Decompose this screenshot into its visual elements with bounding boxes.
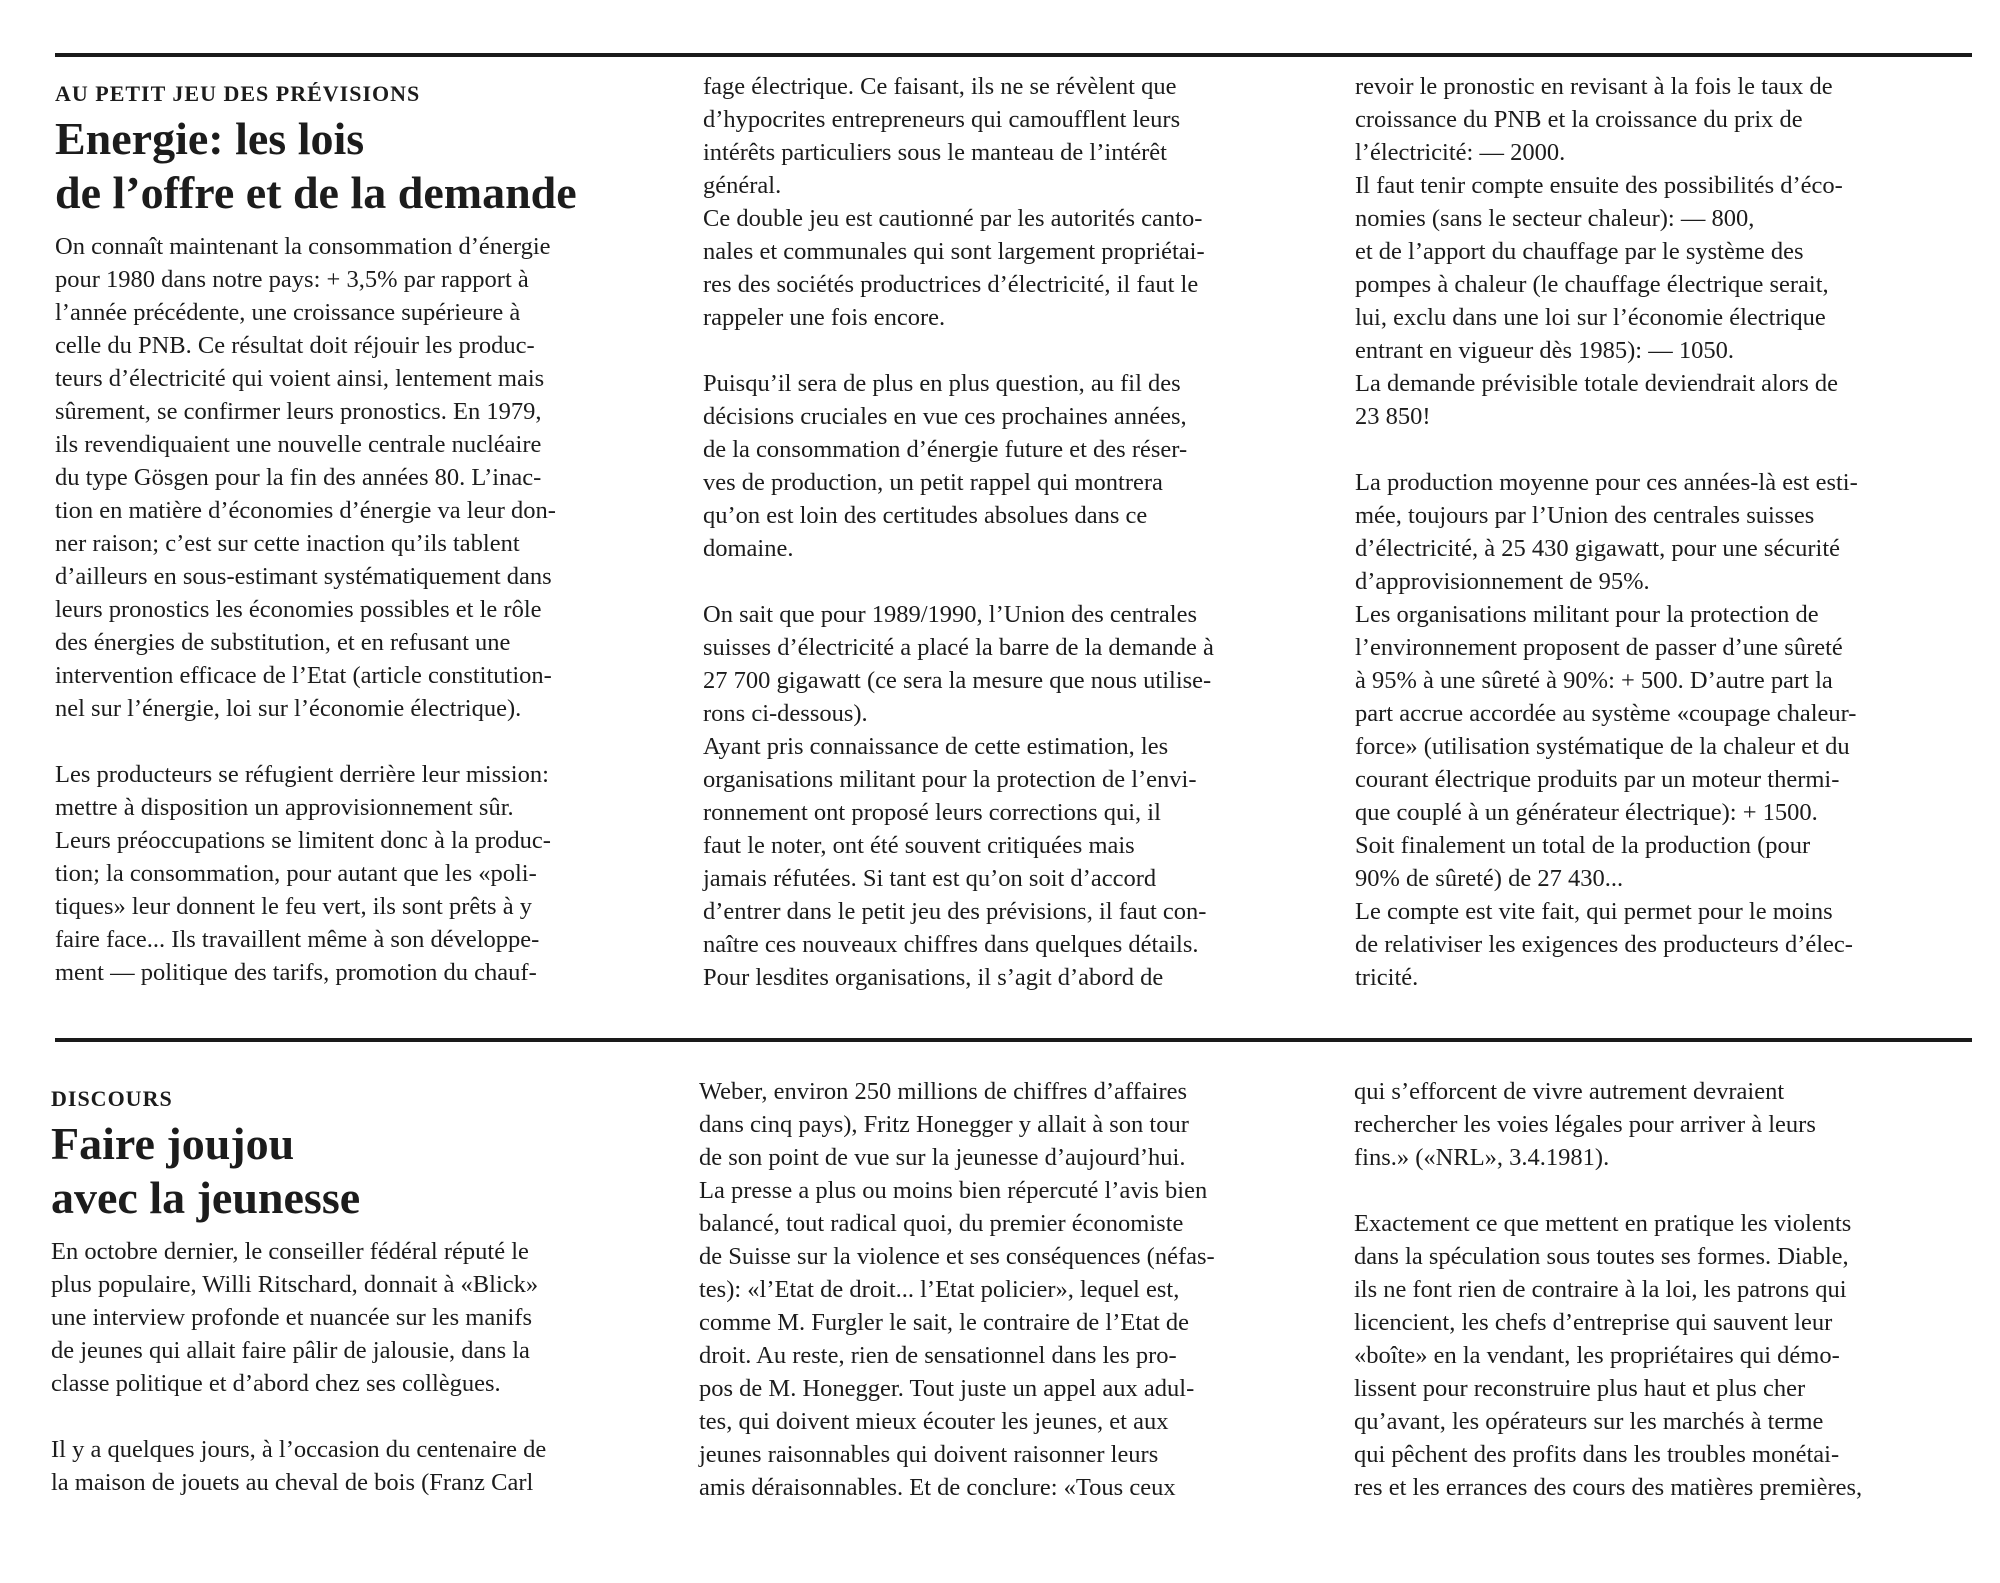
article-headline [51,1117,699,1225]
text-line: tes): «l’Etat de droit... l’Etat policier», lequel est, [699,1276,1180,1303]
text-line: intérêts particuliers sous le manteau de l’intérêt [703,139,1167,166]
text-line: d’électricité, à 25 430 gigawatt, pour une sécurité [1355,535,1841,562]
article-column-1 [51,1075,699,1499]
text-line: part accrue accordée au système «coupage chaleur- [1355,700,1857,727]
column-body [1354,1075,2000,1504]
text-line: que couplé à un générateur électrique): + 1500. [1355,799,1818,826]
paragraph-gap [703,565,1351,598]
article-discours [0,1075,2000,1575]
paragraph [703,367,1351,565]
text-line: On connaît maintenant la consommation d’énergie [55,233,551,260]
text-line: naître ces nouveaux chiffres dans quelques détails. [703,931,1199,958]
text-line: l’électricité: — 2000. [1355,139,1566,166]
text-line: d’approvisionnement de 95%. [1355,568,1650,595]
text-line: La presse a plus ou moins bien répercuté l’avis bien [699,1177,1208,1204]
article-column-3 [1355,70,2000,994]
paragraph [1354,1207,2000,1504]
text-line: force» (utilisation systématique de la chaleur et du [1355,733,1850,760]
text-line: fins.» («NRL», 3.4.1981). [1354,1144,1610,1171]
text-line: plus populaire, Willi Ritschard, donnait à «Blick» [51,1271,539,1298]
article-column-1 [55,70,703,989]
text-line: tion; la consommation, pour autant que les «poli- [55,860,537,887]
article-column-2 [699,1075,1347,1504]
text-line: amis déraisonnables. Et de conclure: «Tous ceux [699,1474,1176,1501]
text-line: qui s’efforcent de vivre autrement devraient [1354,1078,1785,1105]
text-line: Les producteurs se réfugient derrière leur mission: [55,761,549,788]
paragraph [703,70,1351,334]
text-line: de Suisse sur la violence et ses conséquences (néfas- [699,1243,1215,1270]
paragraph-gap [55,725,703,758]
text-line: La production moyenne pour ces années-là est esti- [1355,469,1858,496]
article-column-2 [703,70,1351,994]
paragraph-gap [1355,433,2000,466]
text-line: intervention efficace de l’Etat (article constitution- [55,662,552,689]
text-line: 27 700 gigawatt (ce sera la mesure que nous utilise- [703,667,1212,694]
text-line: de son point de vue sur la jeunesse d’aujourd’hui. [699,1144,1186,1171]
text-line: licencient, les chefs d’entreprise qui sauvent leur [1354,1309,1833,1336]
text-line: mettre à disposition un approvisionnement sûr. [55,794,514,821]
text-line: jeunes raisonnables qui doivent raisonner leurs [699,1441,1159,1468]
text-line: balancé, tout radical quoi, du premier économiste [699,1210,1184,1237]
text-line: tiques» leur donnent le feu vert, ils sont prêts à y [55,893,532,920]
text-line: nel sur l’énergie, loi sur l’économie électrique). [55,695,522,722]
text-line: pour 1980 dans notre pays: + 3,5% par rapport à [55,266,529,293]
text-line: nomies (sans le secteur chaleur): — 800, [1355,205,1755,232]
text-line: droit. Au reste, rien de sensationnel dans les pro- [699,1342,1177,1369]
text-line: général. [703,172,782,199]
text-line: la maison de jouets au cheval de bois (Franz Carl [51,1469,534,1496]
column-body [51,1235,699,1499]
text-line: jamais réfutées. Si tant est qu’on soit d’accord [703,865,1157,892]
text-line: l’année précédente, une croissance supérieure à [55,299,521,326]
text-line: dans cinq pays), Fritz Honegger y allait à son tour [699,1111,1189,1138]
text-line: courant électrique produits par un moteur thermi- [1355,766,1840,793]
text-line: à 95% à une sûreté à 90%: + 500. D’autre part la [1355,667,1833,694]
text-line: pos de M. Honegger. Tout juste un appel aux adul- [699,1375,1195,1402]
text-line: ves de production, un petit rappel qui montrera [703,469,1163,496]
text-line: qu’avant, les opérateurs sur les marchés à terme [1354,1408,1824,1435]
paragraph [703,598,1351,994]
text-line: faire face... Ils travaillent même à son développe- [55,926,540,953]
top-rule [55,53,1972,57]
text-line: croissance du PNB et la croissance du prix de [1355,106,1803,133]
text-line: décisions cruciales en vue ces prochaines années, [703,403,1187,430]
text-line: Ayant pris connaissance de cette estimation, les [703,733,1169,760]
text-line: celle du PNB. Ce résultat doit réjouir les produc- [55,332,535,359]
text-line: qui pêchent des profits dans les troubles monétai- [1354,1441,1840,1468]
text-line: une interview profonde et nuancée sur les manifs [51,1304,532,1331]
paragraph [55,230,703,725]
text-line: En octobre dernier, le conseiller fédéral réputé le [51,1238,529,1265]
text-line: ronnement ont proposé leurs corrections qui, il [703,799,1161,826]
section-divider-rule [55,1038,1972,1042]
text-line: d’entrer dans le petit jeu des prévisions, il faut con- [703,898,1207,925]
text-line: Il y a quelques jours, à l’occasion du centenaire de [51,1436,547,1463]
paragraph [51,1235,699,1400]
paragraph [1355,70,2000,433]
text-line: revoir le pronostic en revisant à la fois le taux de [1355,73,1833,100]
text-line: ment — politique des tarifs, promotion du chauf- [55,959,537,986]
text-line: et de l’apport du chauffage par le système des [1355,238,1804,265]
text-line: Leurs préoccupations se limitent donc à la produc- [55,827,551,854]
text-line: 23 850! [1355,403,1431,430]
text-line: rechercher les voies légales pour arriver à leurs [1354,1111,1816,1138]
paragraph-gap [703,334,1351,367]
article-energie [0,70,2000,1030]
text-line: nales et communales qui sont largement propriétai- [703,238,1205,265]
text-line: tion en matière d’économies d’énergie va leur don- [55,497,556,524]
article-column-3 [1354,1075,2000,1504]
text-line: classe politique et d’abord chez ses collègues. [51,1370,501,1397]
text-line: teurs d’électricité qui voient ainsi, lentement mais [55,365,545,392]
paragraph [1354,1075,2000,1174]
text-line: comme M. Furgler le sait, le contraire de l’Etat de [699,1309,1190,1336]
text-line: fage électrique. Ce faisant, ils ne se révèlent que [703,73,1177,100]
text-line: Soit finalement un total de la production (pour [1355,832,1811,859]
text-line: res des sociétés productrices d’électricité, il faut le [703,271,1199,298]
text-line: l’environnement proposent de passer d’une sûreté [1355,634,1843,661]
text-line: On sait que pour 1989/1990, l’Union des centrales [703,601,1197,628]
headline-line: de l’offre et de la demande [55,167,577,218]
column-body [703,70,1351,994]
text-line: domaine. [703,535,794,562]
text-line: organisations militant pour la protection de l’envi- [703,766,1197,793]
headline-line: avec la jeunesse [51,1172,361,1223]
text-line: leurs pronostics les économies possibles et le rôle [55,596,542,623]
text-line: d’ailleurs en sous-estimant systématiquement dans [55,563,552,590]
column-body [699,1075,1347,1504]
text-line: de la consommation d’énergie future et des réser- [703,436,1188,463]
text-line: ils ne font rien de contraire à la loi, les patrons qui [1354,1276,1847,1303]
text-line: rappeler une fois encore. [703,304,946,331]
text-line: tricité. [1355,964,1419,991]
headline-line: Faire joujou [51,1118,295,1169]
paragraph [1355,466,2000,994]
article-kicker: DISCOURS [51,1086,173,1111]
text-line: suisses d’électricité a placé la barre de la demande à [703,634,1214,661]
text-line: Pour lesdites organisations, il s’agit d’abord de [703,964,1164,991]
paragraph-gap [1354,1174,2000,1207]
paragraph [51,1433,699,1499]
text-line: Puisqu’il sera de plus en plus question, au fil des [703,370,1181,397]
text-line: tes, qui doivent mieux écouter les jeunes, et aux [699,1408,1169,1435]
text-line: faut le noter, ont été souvent critiquées mais [703,832,1135,859]
text-line: dans la spéculation sous toutes ses formes. Diable, [1354,1243,1849,1270]
text-line: Exactement ce que mettent en pratique les violents [1354,1210,1852,1237]
text-line: ils revendiquaient une nouvelle centrale nucléaire [55,431,542,458]
text-line: Les organisations militant pour la protection de [1355,601,1819,628]
column-body [55,230,703,989]
text-line: ner raison; c’est sur cette inaction qu’ils tablent [55,530,520,557]
text-line: Ce double jeu est cautionné par les autorités canto- [703,205,1203,232]
text-line: Il faut tenir compte ensuite des possibilités d’éco- [1355,172,1843,199]
article-kicker: AU PETIT JEU DES PRÉVISIONS [55,81,421,106]
text-line: sûrement, se confirmer leurs pronostics. En 1979, [55,398,542,425]
text-line: d’hypocrites entrepreneurs qui camoufflent leurs [703,106,1181,133]
column-body [1355,70,2000,994]
text-line: qu’on est loin des certitudes absolues dans ce [703,502,1148,529]
text-line: mée, toujours par l’Union des centrales suisses [1355,502,1815,529]
text-line: entrant en vigueur dès 1985): — 1050. [1355,337,1734,364]
text-line: 90% de sûreté) de 27 430... [1355,865,1624,892]
text-line: de relativiser les exigences des producteurs d’élec- [1355,931,1853,958]
paragraph [55,758,703,989]
text-line: La demande prévisible totale deviendrait alors de [1355,370,1839,397]
text-line: rons ci-dessous). [703,700,868,727]
text-line: Weber, environ 250 millions de chiffres d’affaires [699,1078,1188,1105]
text-line: lissent pour reconstruire plus haut et plus cher [1354,1375,1806,1402]
paragraph-gap [51,1400,699,1433]
headline-line: Energie: les lois [55,113,365,164]
text-line: du type Gösgen pour la fin des années 80. L’inac- [55,464,542,491]
text-line: pompes à chaleur (le chauffage électrique serait, [1355,271,1829,298]
text-line: «boîte» en la vendant, les propriétaires qui démo- [1354,1342,1840,1369]
text-line: Le compte est vite fait, qui permet pour le moins [1355,898,1833,925]
text-line: res et les errances des cours des matières premières, [1354,1474,1863,1501]
paragraph [699,1075,1347,1504]
text-line: de jeunes qui allait faire pâlir de jalousie, dans la [51,1337,530,1364]
text-line: des énergies de substitution, et en refusant une [55,629,511,656]
article-headline [55,112,703,220]
text-line: lui, exclu dans une loi sur l’économie électrique [1355,304,1826,331]
